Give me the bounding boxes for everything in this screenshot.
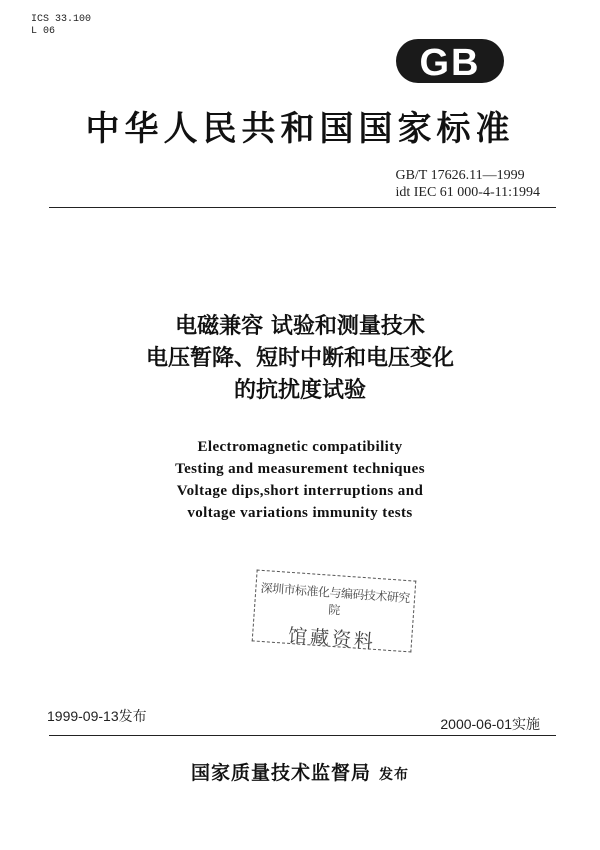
ccs-code: L 06	[31, 26, 56, 37]
issue-date: 1999-09-13发布	[47, 708, 147, 724]
english-title-line-2: Testing and measurement techniques	[175, 461, 425, 477]
standard-number-block	[395, 167, 540, 201]
library-stamp	[252, 570, 417, 653]
gb-logo	[396, 39, 504, 87]
stamp-collection: 馆藏资料	[287, 624, 377, 653]
stamp-institution: 深圳市标准化与编码技术研究院	[260, 580, 411, 618]
top-divider	[49, 207, 556, 208]
standard-equivalence: idt IEC 61 000-4-11:1994	[395, 185, 540, 200]
publisher	[0, 758, 600, 785]
english-title-line-4: voltage variations immunity tests	[187, 505, 413, 521]
implementation-date: 2000-06-01实施	[440, 716, 540, 732]
publisher-name: 国家质量技术监督局	[190, 762, 371, 784]
english-title	[0, 436, 600, 524]
chinese-title-line-3: 的抗扰度试验	[233, 378, 366, 403]
ics-code: ICS 33.100	[31, 14, 92, 25]
standard-title: 中华人民共和国国家标准	[85, 109, 515, 149]
bottom-divider	[49, 735, 556, 736]
publisher-suffix: 发布	[379, 767, 409, 783]
gb-logo-text: GB	[419, 42, 481, 84]
classification-codes	[31, 14, 91, 38]
english-title-line-1: Electromagnetic compatibility	[197, 439, 403, 455]
english-title-line-3: Voltage dips,short interruptions and	[176, 483, 424, 499]
chinese-title-line-2: 电压暂降、短时中断和电压变化	[145, 346, 454, 371]
chinese-title	[0, 311, 600, 407]
chinese-title-line-1: 电磁兼容 试验和测量技术	[175, 314, 425, 339]
standard-number: GB/T 17626.11—1999	[395, 168, 525, 183]
